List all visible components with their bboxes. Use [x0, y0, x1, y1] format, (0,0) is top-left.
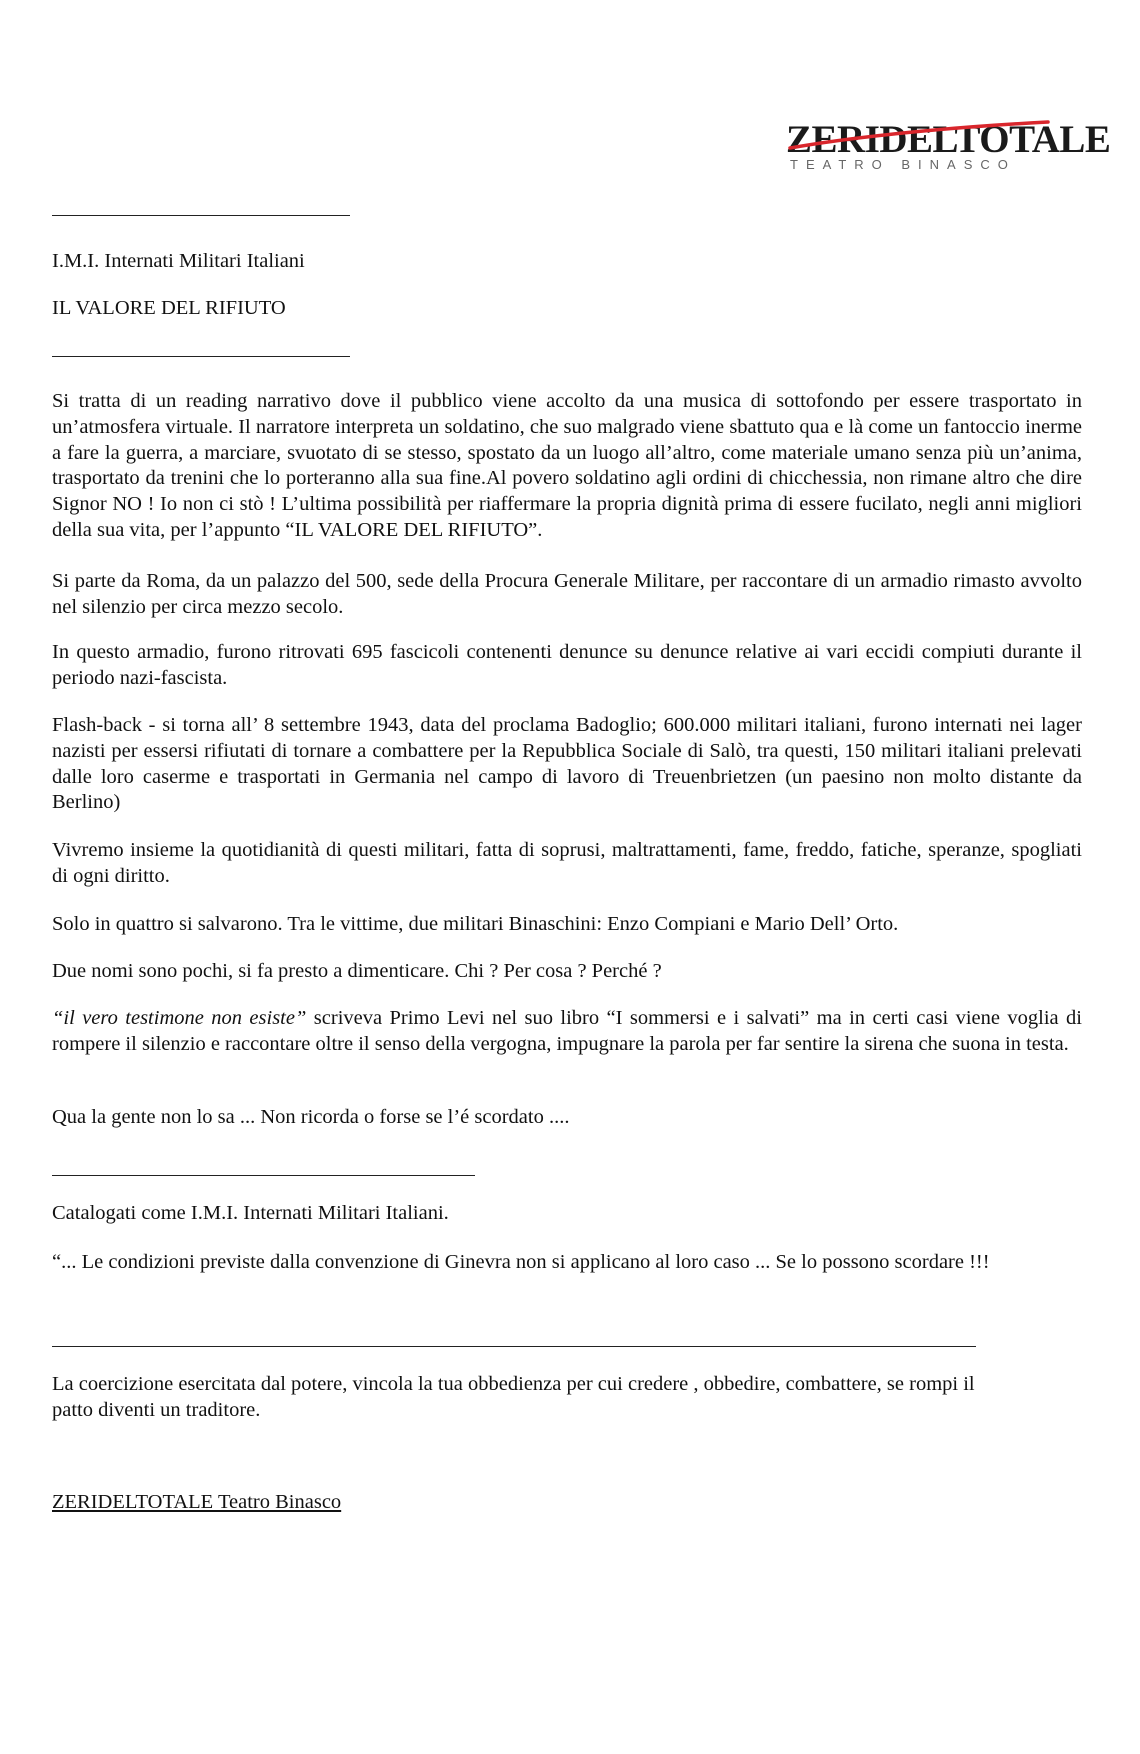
- theatre-logo: [786, 118, 1111, 176]
- paragraph-names: Due nomi sono pochi, si fa presto a dimenticare. Chi ? Per cosa ? Perché ?: [52, 960, 662, 982]
- divider: [52, 1175, 475, 1176]
- divider: [52, 356, 350, 357]
- paragraph-levi: [52, 1006, 1082, 1058]
- logo-swoosh-icon: [786, 118, 1056, 176]
- paragraph-quotidianita: Vivremo insieme la quotidianità di questi militari, fatta di soprusi, maltrattamenti, fame, freddo, fatiche, speranze, spogliati di ogni diritto.: [52, 839, 1082, 887]
- paragraph-rome: Si parte da Roma, da un palazzo del 500, sede della Procura Generale Militare, per raccontare di un armadio rimasto avvolto nel silenzio per circa mezzo secolo.: [52, 570, 1082, 618]
- divider: [52, 1346, 976, 1347]
- paragraph-armadio: In questo armadio, furono ritrovati 695 fascicoli contenenti denunce su denunce relative ai vari eccidi compiuti durante il periodo nazi-fascista.: [52, 641, 1082, 689]
- paragraph-gente: Qua la gente non lo sa ... Non ricorda o forse se l’é scordato ....: [52, 1106, 570, 1128]
- logo-wordmark: ZERIDELTOTALE: [786, 118, 1111, 161]
- paragraph-catalogati: Catalogati come I.M.I. Internati Militari Italiani.: [52, 1202, 449, 1224]
- logo-subtitle: TEATRO BINASCO: [790, 157, 1016, 172]
- levi-text: scriveva Primo Levi nel suo libro “I sommersi e i salvati” ma in certi casi viene voglia di rompere il silenzio e raccontare oltre il senso della vergogna, impugnare la parola per far sentire la sirena che suona in testa.: [52, 1007, 1082, 1055]
- divider: [52, 215, 350, 216]
- paragraph-ginevra: “... Le condizioni previste dalla convenzione di Ginevra non si applicano al loro caso ... Se lo possono scordare !!!: [52, 1251, 990, 1273]
- levi-quote: “il vero testimone non esiste”: [52, 1007, 307, 1029]
- paragraph-flashback: Flash-back - si torna all’ 8 settembre 1943, data del proclama Badoglio; 600.000 militari italiani, furono internati nei lager nazisti per essersi rifiutati di tornare a combattere per la Repubblica Sociale di Salò, tra questi, 150 militari italiani prelevati dalle loro caserme e trasportati in Germania nel campo di lavoro di Treuenbrietzen (un paesino non molto distante da Berlino): [52, 714, 1082, 814]
- heading-title: IL VALORE DEL RIFIUTO: [52, 297, 286, 319]
- paragraph-coercizione: La coercizione esercitata dal potere, vincola la tua obbedienza per cui credere , obbedire, combattere, se rompi il patto diventi un traditore.: [52, 1373, 975, 1421]
- signature-link[interactable]: ZERIDELTOTALE Teatro Binasco: [52, 1491, 342, 1513]
- paragraph-intro: Si tratta di un reading narrativo dove il pubblico viene accolto da una musica di sottofondo per essere trasportato in un’atmosfera virtuale. Il narratore interpreta un soldatino, che suo malgrado viene sbattuto qua e là come un fantoccio inerme a fare la guerra, a marciare, svuotato di se stesso, spostato da un luogo all’altro, come materiale umano senza più un’anima, trasportato da trenini che lo porteranno alla sua fine.Al povero soldatino agli ordini di chicchessia, non rimane altro che dire Signor NO ! Io non ci stò ! L’ultima possibilità per riaffermare la propria dignità prima di essere fucilato, negli anni migliori della sua vita, per l’appunto “IL VALORE DEL RIFIUTO”.: [52, 390, 1082, 541]
- heading-imi: I.M.I. Internati Militari Italiani: [52, 250, 305, 272]
- paragraph-victims: Solo in quattro si salvarono. Tra le vittime, due militari Binaschini: Enzo Compiani e Mario Dell’ Orto.: [52, 913, 899, 935]
